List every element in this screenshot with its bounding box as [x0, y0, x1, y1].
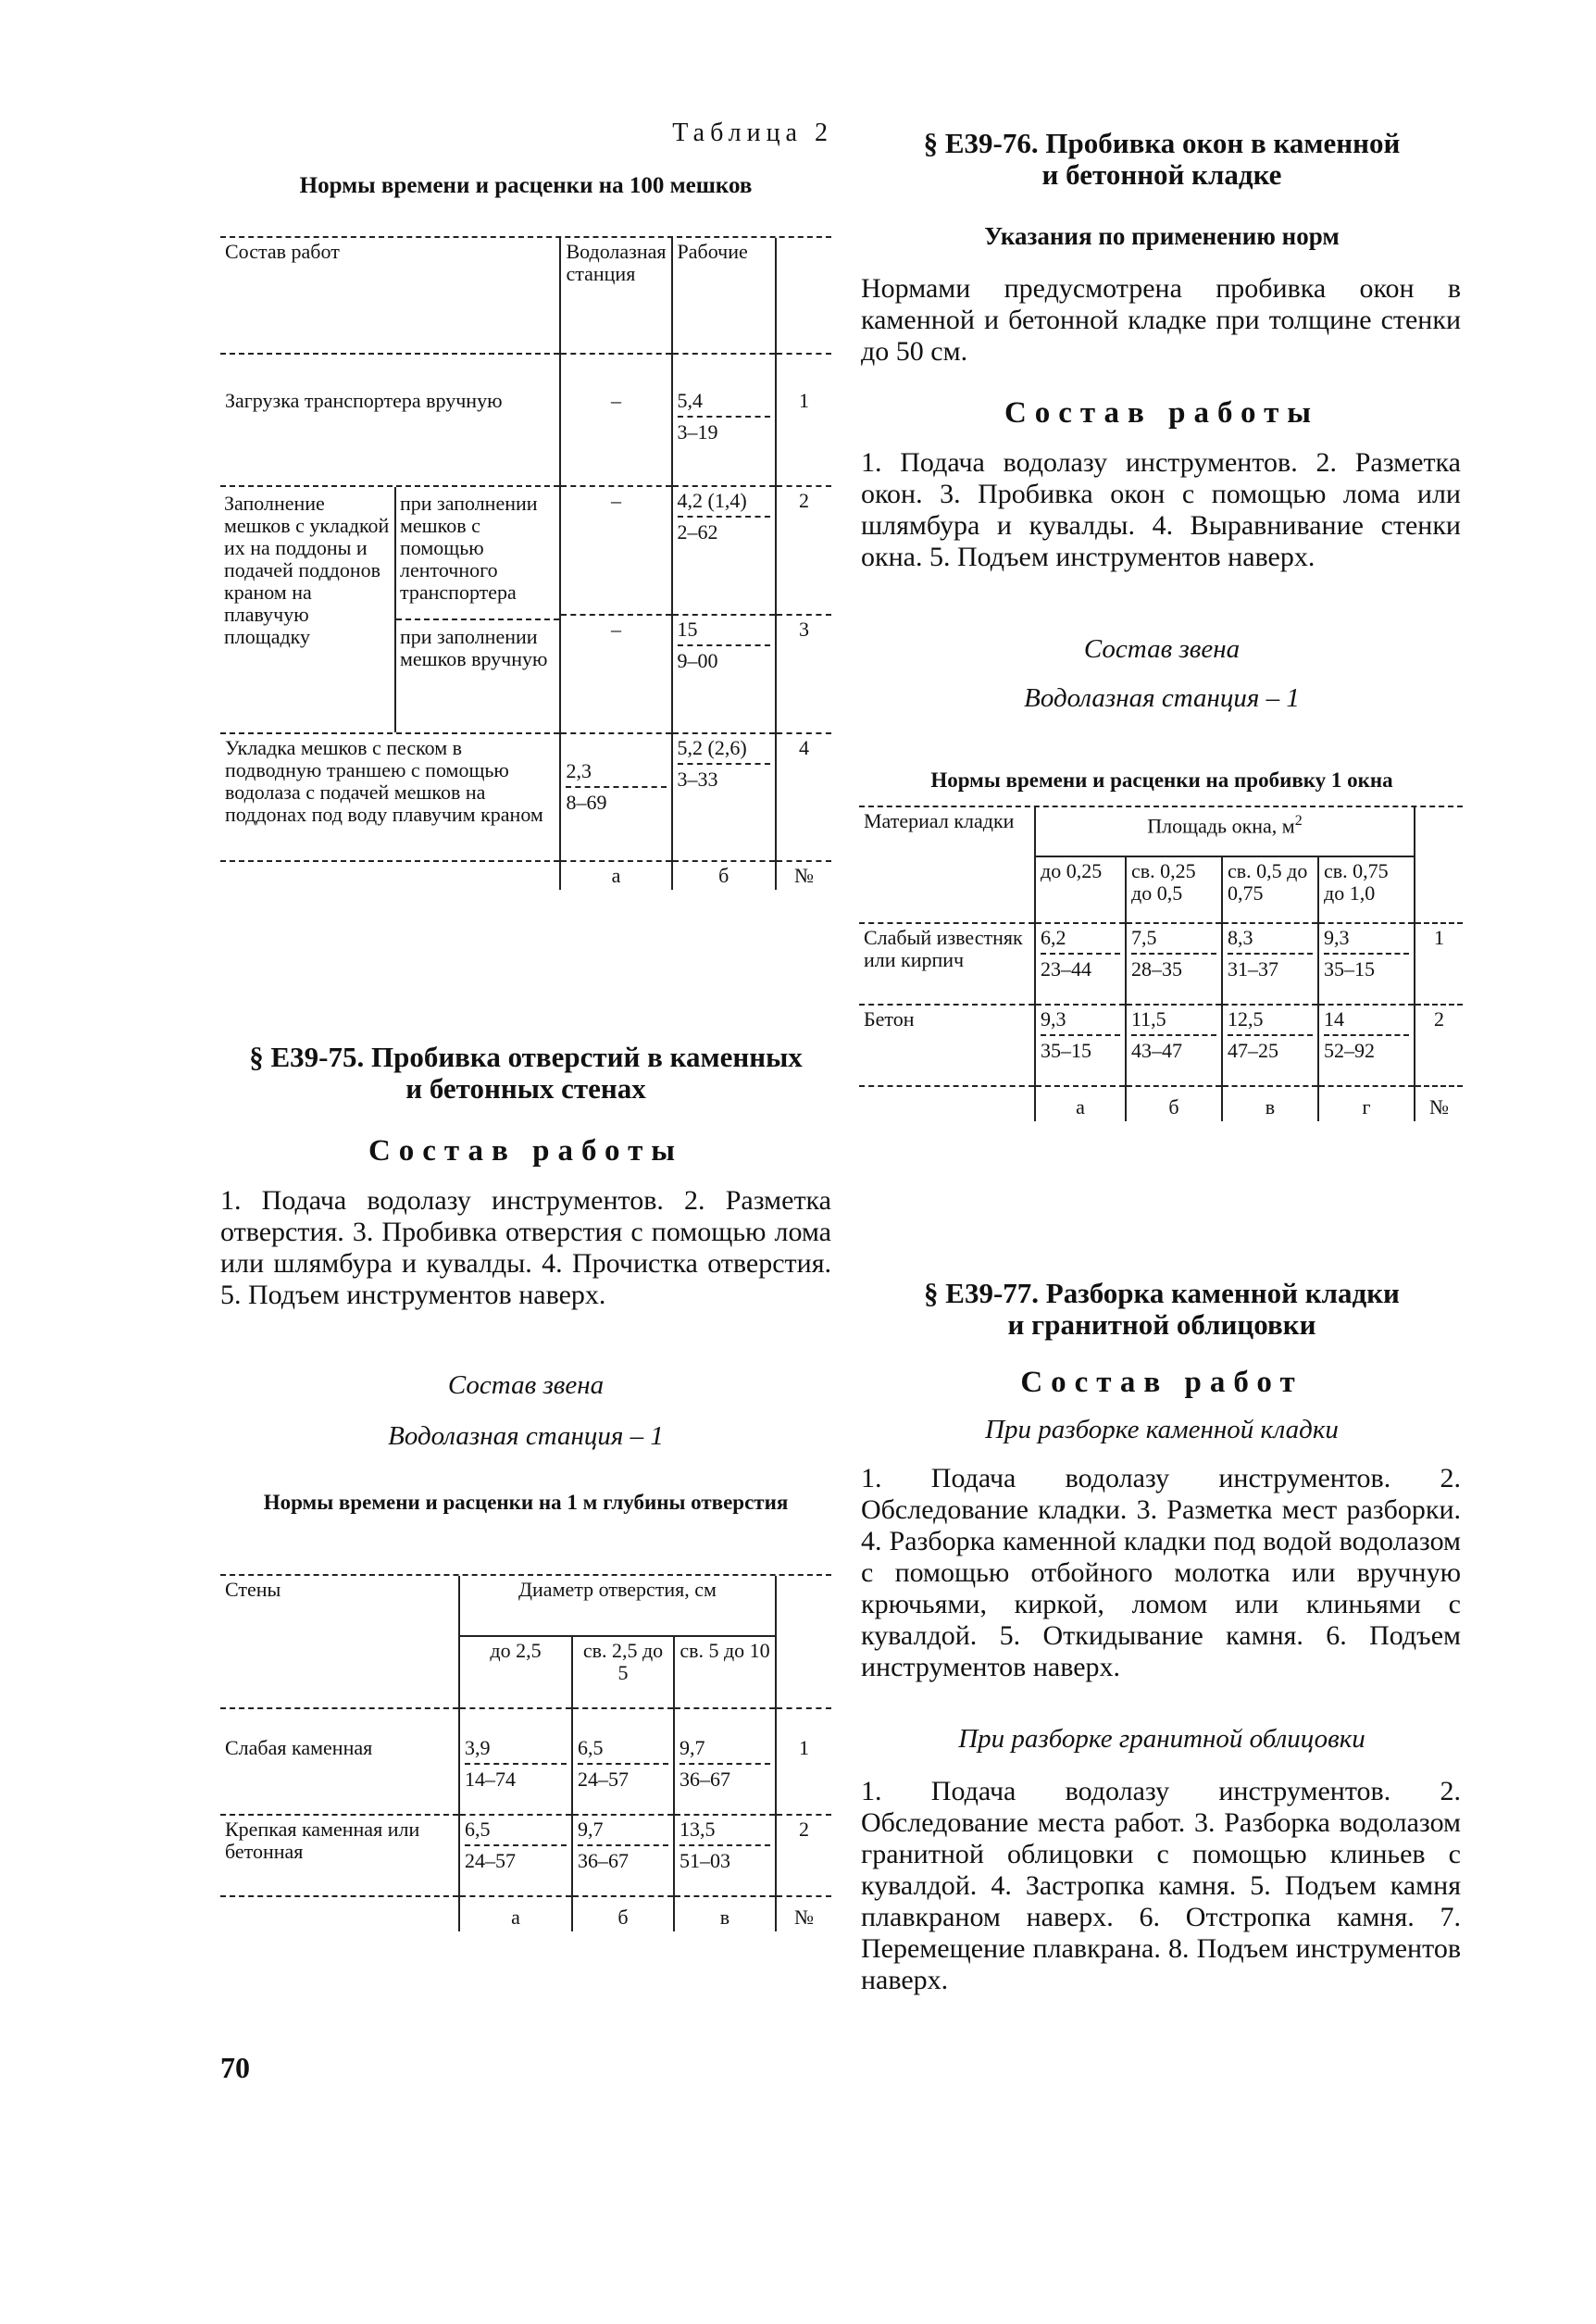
table2-caption: Нормы времени и расценки на 100 мешков	[299, 173, 753, 198]
header-station: Водолазная станция	[560, 238, 671, 354]
e39-75-zveno: Водолазная станция – 1	[388, 1421, 664, 1451]
e39-77-sub2: При разборке гранитной облицовки	[958, 1724, 1365, 1754]
table-row: Слабая каменная 3,9 14–74 6,5 24–57 9,7 36–67 1	[220, 1708, 831, 1815]
e39-76-text: 1. Подача водолазу инструментов. 2. Разметка окон. 3. Пробивка окон с помощью лома или шлямбура и кувалды. 4. Выравнивание стенки окна. 5. Подъем инструментов наверх.	[861, 447, 1461, 572]
e39-76-table-caption: Нормы времени и расценки на пробивку 1 окна	[930, 768, 1393, 792]
e39-76-zveno-heading: Состав звена	[1083, 634, 1241, 664]
e39-76-title: § Е39-76. Пробивка окон в каменной и бетонной кладке	[923, 127, 1401, 191]
table-row: Заполнение мешков с укладкой их на поддоны и подачей поддонов краном на плавучую площадку при заполнении мешков с помощью ленточного транспортера при заполнении мешков вручную – 4,2 (1,4) 2–62 2	[220, 486, 831, 615]
e39-76-sostav-heading: Состав работы	[1004, 396, 1320, 430]
e39-75-table-caption: Нормы времени и расценки на 1 м глубины отверстия	[263, 1491, 789, 1514]
e39-75-table: Стены Диаметр отверстия, см до 2,5 св. 2,5 до 5 св. 5 до 10 Слабая каменная 3,9 14–74 6,5 24–57 9,7 36–67 1 Крепкая каменная или бетонная 6,5 24–57 9,7 36–67 13,5 51–03 2 а б в №	[220, 1574, 831, 1931]
e39-76-usage-text: Нормами предусмотрена пробивка окон в каменной и бетонной кладке при толщине стенки до 50 см.	[861, 273, 1461, 367]
table-row: Загрузка транспортера вручную – 5,4 3–19 1	[220, 354, 831, 486]
table-row: Укладка мешков с песком в подводную траншею с помощью водолаза с подачей мешков на поддонах под воду плавучим краном 2,3 8–69 5,2 (2,6) 3–33 4	[220, 733, 831, 861]
header-work: Состав работ	[225, 240, 340, 263]
table-row: Бетон 9,3 35–15 11,5 43–47 12,5 47–25 14 52–92 2	[859, 1005, 1463, 1086]
e39-77-sostav-heading: Состав работ	[1020, 1366, 1303, 1399]
e39-76-usage-heading: Указания по применению норм	[984, 222, 1340, 250]
e39-76-table: Материал кладки Площадь окна, $м^2$ до 0,25 св. 0,25 до 0,5 св. 0,5 до 0,75 св. 0,75 до 1,0 Слабый известняк или кирпич 6,2 23–44 7,5 28–35 8,3 31–37 9,3 35–15 1 Бетон 9,3 35–15 11,5 43–47 12,5 47–25 14 52–92 2 а б в г №	[859, 806, 1463, 1121]
page-number: 70	[220, 2051, 250, 2084]
header-workers: Рабочие	[672, 238, 776, 354]
table-row: Слабый известняк или кирпич 6,2 23–44 7,5 28–35 8,3 31–37 9,3 35–15 1	[859, 923, 1463, 1005]
e39-75-zveno-heading: Состав звена	[447, 1370, 605, 1400]
e39-76-zveno: Водолазная станция – 1	[1024, 683, 1300, 713]
table2-label: Таблица 2	[672, 119, 833, 147]
e39-75-title: § Е39-75. Пробивка отверстий в каменных и бетонных стенах	[249, 1041, 803, 1105]
e39-77-text1: 1. Подача водолазу инструментов. 2. Обследование кладки. 3. Разметка мест разборки. 4. Разборка каменной кладки под водой водолазом с помощью отбойного молотка или вручную крючьями, киркой, ломом или клиньями с кувалдой. 5. Откидывание камня. 6. Подъем инструментов наверх.	[861, 1463, 1461, 1682]
e39-75-sostav-heading: Состав работы	[368, 1134, 684, 1168]
table-row: Крепкая каменная или бетонная 6,5 24–57 9,7 36–67 13,5 51–03 2	[220, 1815, 831, 1896]
table2: Состав работ Водолазная станция Рабочие Загрузка транспортера вручную – 5,4 3–19 1 Заполнение мешков с укладкой их на поддоны и подачей поддонов краном на плавучую площадку при заполнении мешков с помощью ленточного транспортера при заполнении мешков вручную – 4,2 (1,4) 2–62 2 – 15 9–00 3 Укладка мешков с песком в подводную траншею с помощью водолаза с подачей мешков на поддонах под воду плавучим краном 2,3 8–69 5,2 (2,6) 3–33 4 а б №	[220, 236, 831, 890]
e39-77-text2: 1. Подача водолазу инструментов. 2. Обследование места работ. 3. Разборка водолазом гранитной облицовки с помощью клиньев с кувалдой. 4. Застропка камня. 5. Подъем камня плавкраном наверх. 6. Отстропка камня. 7. Перемещение плавкрана. 8. Подъем инструментов наверх.	[861, 1776, 1461, 1995]
e39-77-sub1: При разборке каменной кладки	[985, 1415, 1339, 1444]
e39-77-title: § Е39-77. Разборка каменной кладки и гранитной облицовки	[924, 1277, 1400, 1341]
table-row: – 15 9–00 3	[220, 615, 831, 733]
e39-75-text: 1. Подача водолазу инструментов. 2. Разметка отверстия. 3. Пробивка отверстия с помощью лома или шлямбура и кувалды. 4. Прочистка отверстия. 5. Подъем инструментов наверх.	[220, 1185, 831, 1310]
